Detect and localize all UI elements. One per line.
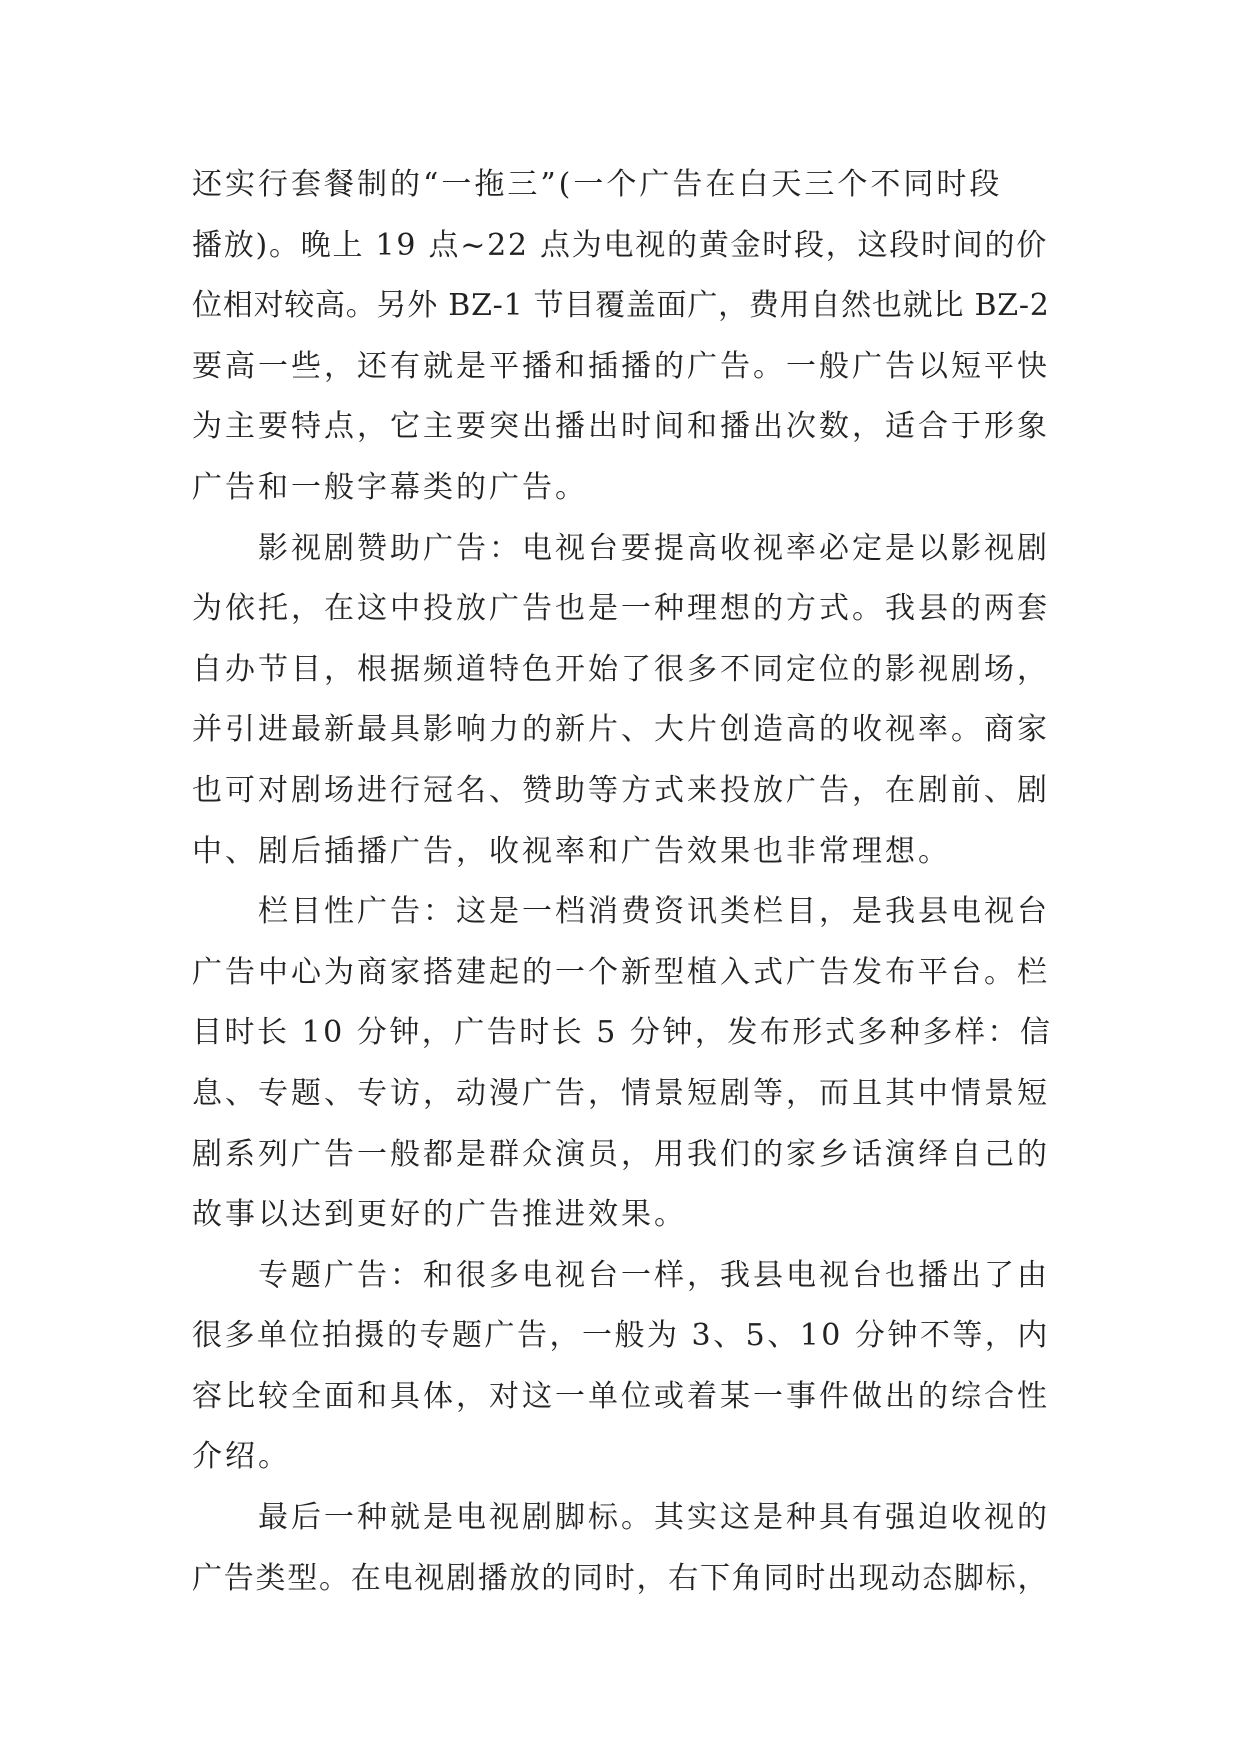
text-line: 还实行套餐制的“一拖三”(一个广告在白天三个不同时段 bbox=[192, 167, 1003, 202]
text-line: 为依托，在这中投放广告也是一种理想的方式。我县的两套 bbox=[192, 591, 1050, 627]
text-line: 目时长 10 分钟，广告时长 5 分钟，发布形式多种多样：信 bbox=[192, 1015, 1053, 1051]
text-line: 也可对剧场进行冠名、赞助等方式来投放广告，在剧前、剧 bbox=[192, 772, 1050, 808]
text-line: 并引进最新最具影响力的新片、大片创造高的收视率。商家 bbox=[192, 712, 1050, 748]
paragraph-start-line: 栏目性广告：这是一档消费资讯类栏目，是我县电视台 bbox=[258, 894, 1050, 930]
text-line: 剧系列广告一般都是群众演员，用我们的家乡话演绎自己的 bbox=[192, 1136, 1050, 1172]
text-line: 自办节目，根据频道特色开始了很多不同定位的影视剧场， bbox=[192, 651, 1050, 687]
text-line: 播放)。晚上 19 点~22 点为电视的黄金时段，这段时间的价 bbox=[192, 227, 1049, 263]
paragraph-start-line: 最后一种就是电视剧脚标。其实这是种具有强迫收视的 bbox=[258, 1500, 1050, 1536]
text-line: 中、剧后插播广告，收视率和广告效果也非常理想。 bbox=[192, 833, 951, 869]
text-line: 为主要特点，它主要突出播出时间和播出次数，适合于形象 bbox=[192, 409, 1050, 445]
text-line: 介绍。 bbox=[192, 1439, 291, 1475]
text-line: 广告类型。在电视剧播放的同时，右下角同时出现动态脚标， bbox=[192, 1560, 1050, 1596]
text-line: 故事以达到更好的广告推进效果。 bbox=[192, 1197, 687, 1233]
text-line: 要高一些，还有就是平播和插播的广告。一般广告以短平快 bbox=[192, 348, 1050, 384]
text-line: 广告中心为商家搭建起的一个新型植入式广告发布平台。栏 bbox=[192, 954, 1050, 990]
text-line: 息、专题、专访，动漫广告，情景短剧等，而且其中情景短 bbox=[192, 1075, 1050, 1111]
paragraph-start-line: 专题广告：和很多电视台一样，我县电视台也播出了由 bbox=[258, 1257, 1050, 1293]
paragraph-start-line: 影视剧赞助广告：电视台要提高收视率必定是以影视剧 bbox=[258, 530, 1050, 566]
text-line: 很多单位拍摄的专题广告，一般为 3、5、10 分钟不等，内 bbox=[192, 1318, 1050, 1354]
text-line: 广告和一般字幕类的广告。 bbox=[192, 469, 588, 505]
body-text bbox=[192, 155, 1052, 1609]
text-line: 容比较全面和具体，对这一单位或着某一事件做出的综合性 bbox=[192, 1378, 1050, 1414]
text-line: 位相对较高。另外 BZ-1 节目覆盖面广，费用自然也就比 BZ-2 bbox=[192, 288, 1050, 324]
